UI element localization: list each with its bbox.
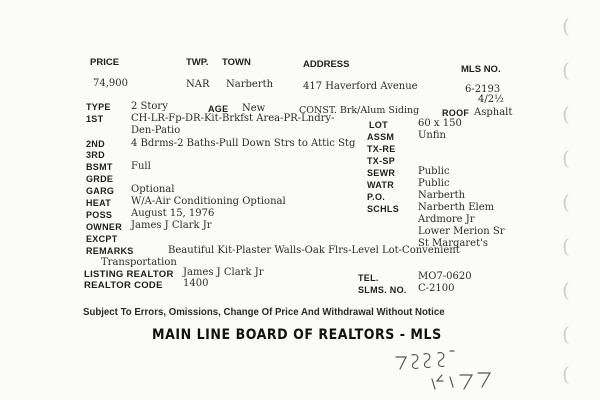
remarks-label: REMARKS <box>86 246 134 256</box>
town-label: TOWN <box>222 57 251 68</box>
bath-fraction: 4/2½ <box>478 94 504 105</box>
binder-hole-mark: ( <box>562 234 570 258</box>
price-value: 74,900 <box>93 78 128 89</box>
board-title: MAIN LINE BOARD OF REALTORS - MLS <box>152 327 442 343</box>
sewer-label: SEWR <box>367 168 396 178</box>
binder-hole-mark: ( <box>562 58 570 82</box>
mls-label: MLS NO. <box>461 64 501 75</box>
listing-realtor-value: James J Clark Jr <box>183 267 264 278</box>
binder-hole-mark: ( <box>562 278 570 302</box>
binder-hole-mark: ( <box>562 14 570 38</box>
first-floor-value-2: Den-Patio <box>131 125 181 136</box>
salesman-no-value: C-2100 <box>418 283 455 294</box>
realtor-code-label: REALTOR CODE <box>84 280 163 291</box>
sewer-value: Public <box>418 166 450 177</box>
roof-value: Asphalt <box>474 107 513 118</box>
assm-value: Unfin <box>418 130 446 141</box>
tel-value: MO7-0620 <box>418 271 472 282</box>
disclaimer-text: Subject To Errors, Omissions, Change Of Price And Withdrawal Without Notice <box>83 306 445 318</box>
twp-label: TWP. <box>186 57 209 68</box>
twp-value: NAR <box>186 79 210 90</box>
lot-label: LOT <box>369 120 388 130</box>
binder-hole-mark: ( <box>562 362 570 386</box>
basement-value: Full <box>131 161 151 172</box>
roof-label: ROOF <box>442 108 470 118</box>
binder-hole-mark: ( <box>562 322 570 346</box>
remarks-line-2: Transportation <box>101 257 177 268</box>
second-floor-value: 4 Bdrms-2 Baths-Pull Down Strs to Attic Stg <box>131 138 356 149</box>
txre-label: TX-RE <box>367 144 396 154</box>
binder-hole-mark: ( <box>562 102 570 126</box>
salesman-no-label: SLMS. NO. <box>358 285 407 295</box>
address-value: 417 Haverford Avenue <box>303 81 418 92</box>
heat-value: W/A-Air Conditioning Optional <box>131 196 286 207</box>
age-value: New <box>242 103 266 114</box>
first-floor-value-1: CH-LR-Fp-DR-Kit-Brkfst Area-PR-Lndry- <box>131 113 335 124</box>
possession-value: August 15, 1976 <box>131 208 215 219</box>
owner-label: OWNER <box>86 222 122 232</box>
listing-realtor-label: LISTING REALTOR <box>84 269 174 280</box>
type-label: TYPE <box>86 102 111 112</box>
po-value: Narberth <box>418 190 466 201</box>
garage-label: GARG <box>86 186 115 196</box>
assm-label: ASSM <box>367 132 395 142</box>
binder-hole-mark: ( <box>562 190 570 214</box>
tel-label: TEL. <box>358 273 379 283</box>
possession-label: POSS <box>86 210 113 220</box>
remarks-line-1: Beautiful Kit-Plaster Walls-Oak Flrs-Level Lot-Convenient <box>168 245 460 256</box>
owner-value: James J Clark Jr <box>131 220 212 231</box>
water-value: Public <box>418 178 450 189</box>
type-value: 2 Story <box>131 101 168 112</box>
age-label: AGE <box>208 104 229 114</box>
price-label: PRICE <box>90 57 120 68</box>
realtor-code-value: 1400 <box>183 278 209 289</box>
basement-label: BSMT <box>86 162 113 172</box>
grade-label: GRDE <box>86 174 114 184</box>
lot-value: 60 x 150 <box>418 118 462 129</box>
heat-label: HEAT <box>86 198 112 208</box>
schools-label: SCHLS <box>367 204 400 214</box>
third-floor-label: 3RD <box>86 150 105 160</box>
school-1: Narberth Elem <box>418 202 495 213</box>
second-floor-label: 2ND <box>86 139 105 149</box>
address-label: ADDRESS <box>303 59 350 70</box>
school-4: St Margaret's <box>418 238 488 249</box>
pencil-annotation <box>390 345 540 395</box>
water-label: WATR <box>367 180 395 190</box>
garage-value: Optional <box>131 184 175 195</box>
town-value: Narberth <box>226 79 274 90</box>
po-label: P.O. <box>367 192 386 202</box>
mls-value: 6-2193 <box>465 84 501 95</box>
binder-hole-mark: ( <box>562 146 570 170</box>
first-floor-label: 1ST <box>86 114 104 124</box>
const-value: CONST. Brk/Alum Siding <box>299 105 420 116</box>
exceptions-label: EXCPT <box>86 234 118 244</box>
txsp-label: TX-SP <box>367 156 396 166</box>
school-3: Lower Merion Sr <box>418 226 505 237</box>
school-2: Ardmore Jr <box>418 214 475 225</box>
